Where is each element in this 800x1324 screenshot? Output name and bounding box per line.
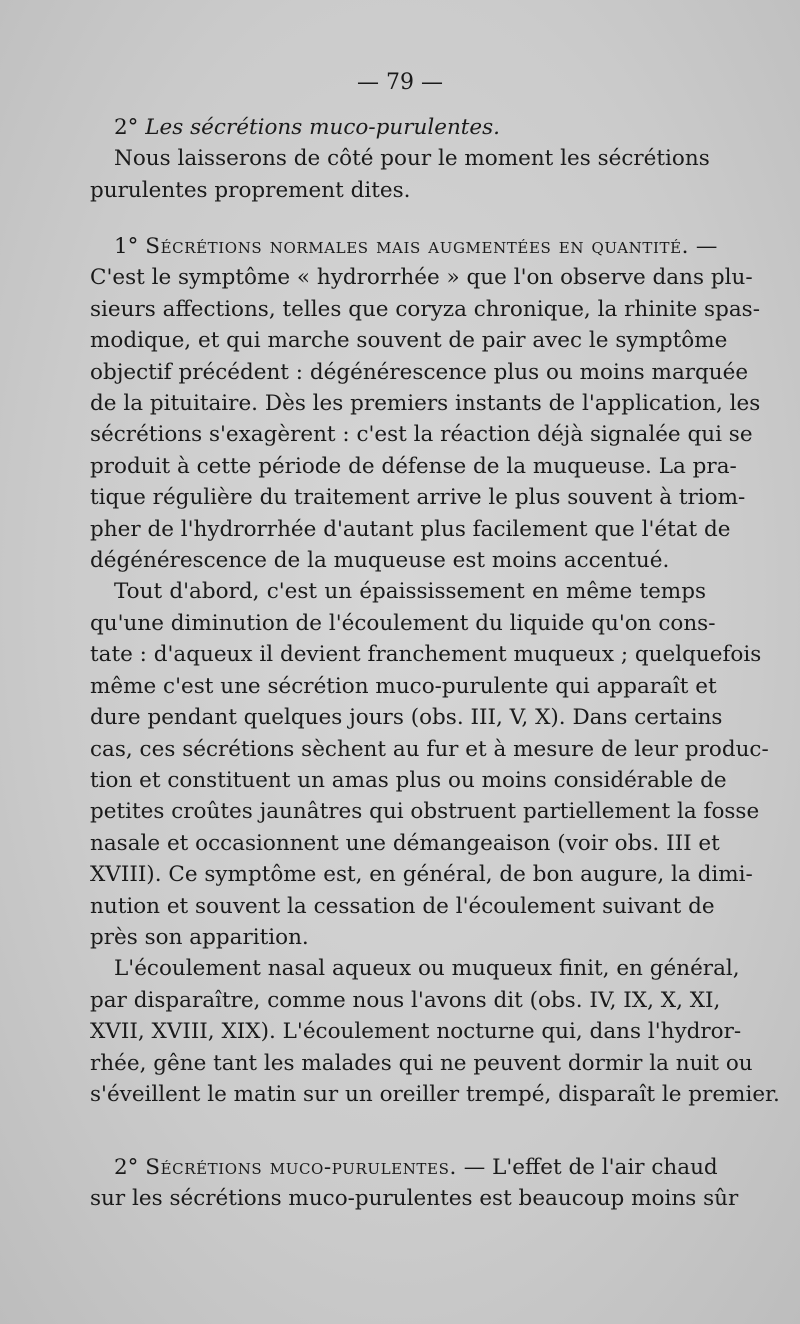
paragraph-line: nasale et occasionnent une démangeaison (voir obs. III et [90, 830, 720, 856]
paragraph-line: même c'est une sécrétion muco-purulente qui apparaît et [90, 673, 717, 699]
paragraph-line: objectif précédent : dégénérescence plus ou moins marquée [90, 359, 749, 385]
paragraph-line: s'éveillent le matin sur un oreiller trempé, disparaît le premier. [90, 1081, 780, 1107]
paragraph-line: nution et souvent la cessation de l'écoulement suivant de [90, 893, 715, 919]
paragraph-line: C'est le symptôme « hydrorrhée » que l'on observe dans plu- [90, 265, 753, 291]
section-heading [90, 112, 706, 143]
paragraph-line: tate : d'aqueux il devient franchement muqueux ; quelquefois [90, 642, 762, 668]
paragraph-line: XVII, XVIII, XIX). L'écoulement nocturne qui, dans l'hydror- [90, 1019, 742, 1045]
paragraph-line: qu'une diminution de l'écoulement du liquide qu'on cons- [90, 610, 716, 636]
subsection-2-title: Sécrétions muco-purulentes. [145, 1155, 457, 1180]
subsection-1-heading: 1° Sécrétions normales mais augmentées en quantité. — [114, 234, 718, 259]
paragraph-line: sieurs affections, telles que coryza chronique, la rhinite spas- [90, 296, 760, 322]
paragraph-line: sur les sécrétions muco-purulentes est beaucoup moins sûr [90, 1186, 739, 1212]
paragraph-line: XVIII). Ce symptôme est, en général, de bon augure, la dimi- [90, 862, 753, 888]
intro-line: purulentes proprement dites. [90, 177, 411, 203]
paragraph-line: Tout d'abord, c'est un épaississement en même temps [114, 579, 706, 605]
subsection-2-first-line: L'effet de l'air chaud [492, 1155, 718, 1180]
paragraph-line: rhée, gêne tant les malades qui ne peuvent dormir la nuit ou [90, 1050, 753, 1076]
subsection-1-number: 1° [114, 234, 139, 259]
paragraph-line: dégénérescence de la muqueuse est moins accentué. [90, 548, 670, 574]
paragraph-line: de la pituitaire. Dès les premiers instants de l'application, les [90, 391, 761, 417]
paragraph-line: sécrétions s'exagèrent : c'est la réaction déjà signalée qui se [90, 422, 753, 448]
subsection-2 [90, 1152, 739, 1215]
page-number: — 79 — [357, 70, 443, 95]
section-number: 2° [114, 115, 139, 140]
paragraph-line: par disparaître, comme nous l'avons dit (obs. IV, IX, X, XI, [90, 987, 721, 1013]
paragraph-line: tique régulière du traitement arrive le plus souvent à triom- [90, 485, 746, 511]
section-heading-block [90, 112, 710, 206]
paragraph-line: produit à cette période de défense de la muqueuse. La pra- [90, 453, 737, 479]
paragraph-line: cas, ces sécrétions sèchent au fur et à mesure de leur produc- [90, 736, 769, 762]
section-title: Les sécrétions muco-purulentes. [145, 115, 501, 140]
subsection-1-title: Sécrétions normales mais augmentées en quantité. [145, 234, 690, 259]
subsection-1 [90, 231, 780, 1110]
subsection-2-number: 2° [114, 1155, 139, 1180]
subsection-2-heading: 2° Sécrétions muco-purulentes. — L'effet de l'air chaud [114, 1155, 718, 1180]
paragraph-line: modique, et qui marche souvent de pair avec le symptôme [90, 328, 728, 354]
paragraph-line: près son apparition. [90, 924, 309, 950]
paragraph-line: tion et constituent un amas plus ou moins considérable de [90, 767, 727, 793]
paragraph-line: pher de l'hydrorrhée d'autant plus facilement que l'état de [90, 516, 731, 542]
paragraph-line: L'écoulement nasal aqueux ou muqueux finit, en général, [114, 956, 740, 982]
intro-line: Nous laisserons de côté pour le moment les sécrétions [114, 146, 710, 172]
paragraph-line: dure pendant quelques jours (obs. III, V, X). Dans certains [90, 705, 723, 731]
paragraph-line: petites croûtes jaunâtres qui obstruent partiellement la fosse [90, 799, 760, 825]
